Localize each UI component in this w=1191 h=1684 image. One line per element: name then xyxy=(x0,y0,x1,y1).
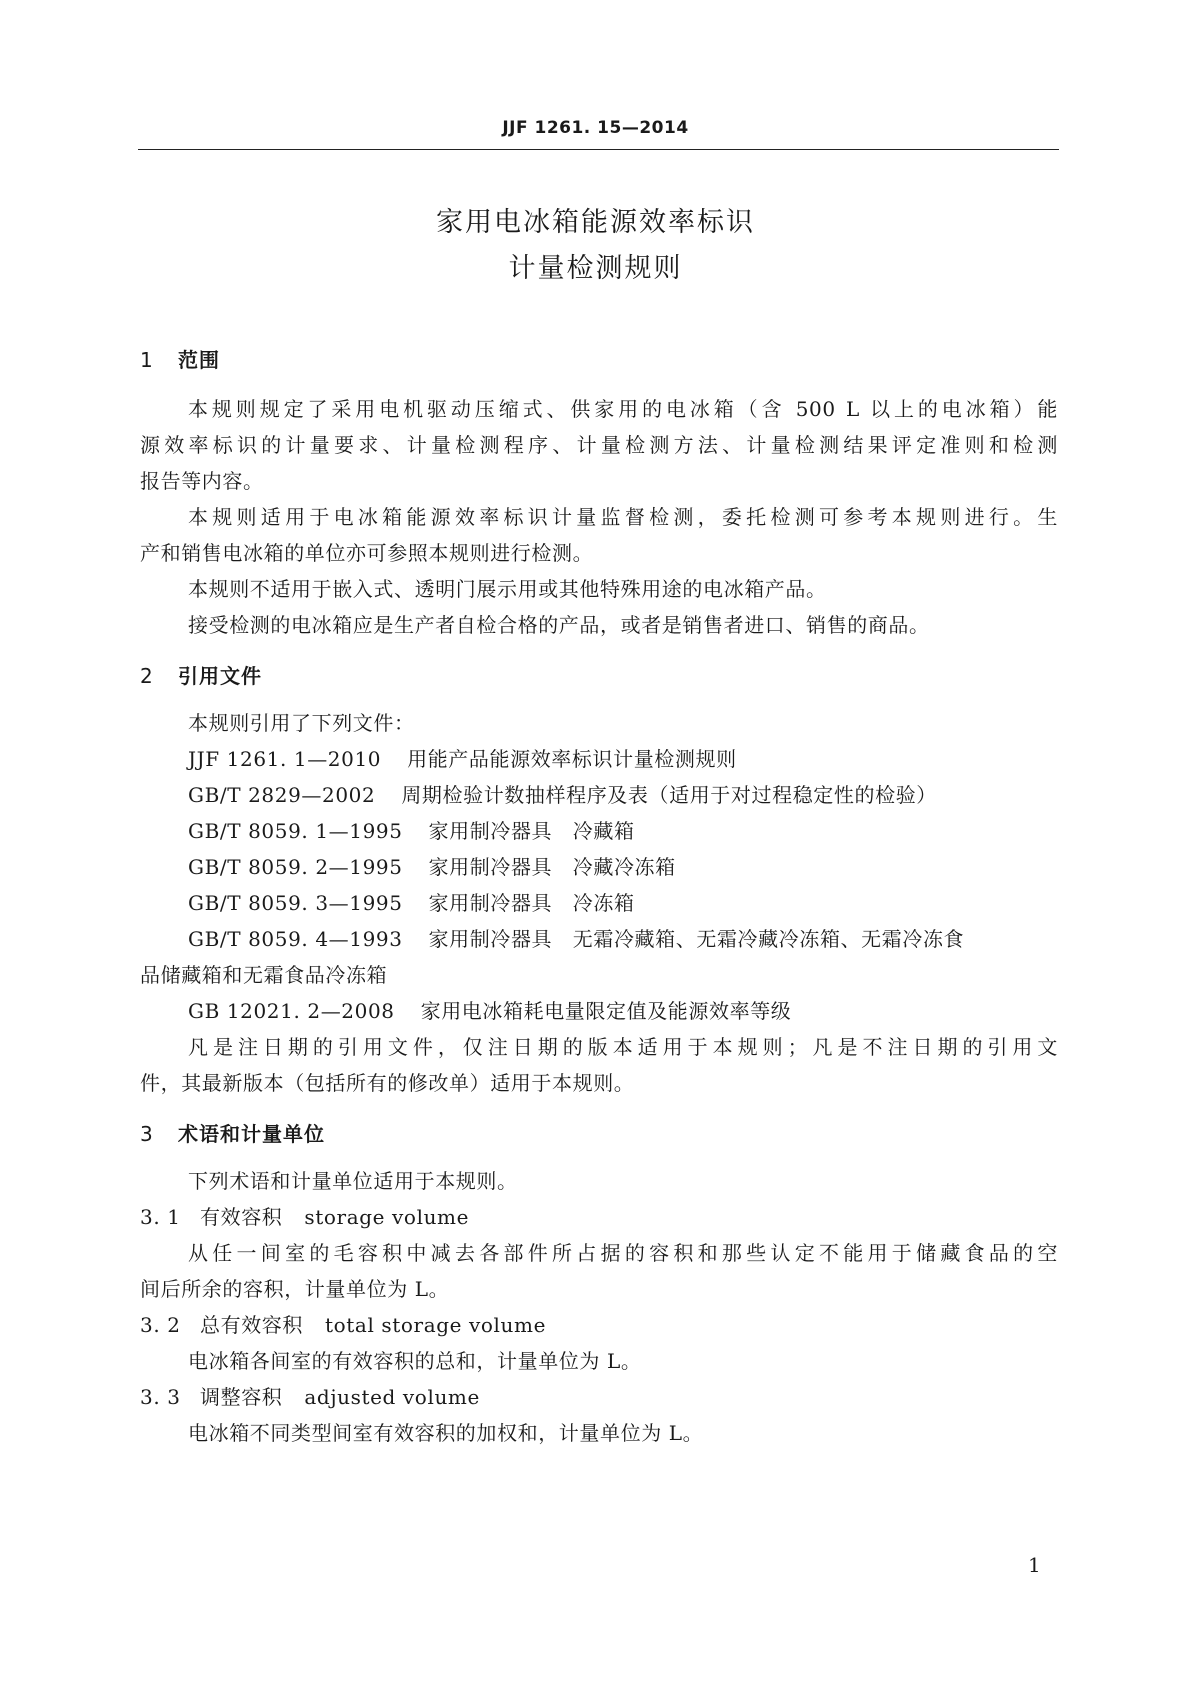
document-code: JJF 1261. 15—2014 xyxy=(502,118,689,138)
term-chinese: 调整容积 xyxy=(200,1385,283,1409)
section-heading xyxy=(140,660,262,689)
reference-name: 家用电冰箱耗电量限定值及能源效率等级 xyxy=(420,999,792,1023)
term-chinese: 有效容积 xyxy=(200,1205,283,1229)
term-number: 3. 2 xyxy=(140,1313,181,1337)
reference-code: GB/T 8059. 3—1995 xyxy=(188,891,403,915)
paragraph-line: 本规则规定了采用电机驱动压缩式、供家用的电冰箱（含 500 L 以上的电冰箱）能 xyxy=(188,397,1058,421)
reference-name: 用能产品能源效率标识计量检测规则 xyxy=(407,747,737,771)
paragraph-line: 报告等内容。 xyxy=(140,469,264,493)
header-divider xyxy=(138,149,1059,150)
reference-name: 家用制冷器具 冷藏箱 xyxy=(428,819,635,843)
term-english: storage volume xyxy=(304,1205,470,1229)
term-number: 3. 1 xyxy=(140,1205,181,1229)
term-definition: 间后所余的容积，计量单位为 L。 xyxy=(140,1277,450,1301)
term-chinese: 总有效容积 xyxy=(200,1313,303,1337)
reference-name: 家用制冷器具 无霜冷藏箱、无霜冷藏冷冻箱、无霜冷冻食 xyxy=(428,927,965,951)
reference-item xyxy=(188,924,1058,954)
term-english: adjusted volume xyxy=(304,1385,480,1409)
section-number: 3 xyxy=(140,1122,154,1146)
section-title: 术语和计量单位 xyxy=(178,1122,325,1146)
reference-code: GB/T 8059. 1—1995 xyxy=(188,819,403,843)
term-number: 3. 3 xyxy=(140,1385,181,1409)
reference-code: GB/T 8059. 4—1993 xyxy=(188,927,403,951)
term-definition: 电冰箱不同类型间室有效容积的加权和，计量单位为 L。 xyxy=(188,1421,704,1445)
reference-code: GB/T 8059. 2—1995 xyxy=(188,855,403,879)
term-heading xyxy=(140,1382,1058,1412)
reference-item xyxy=(188,888,1058,918)
reference-continuation: 品储藏箱和无霜食品冷冻箱 xyxy=(140,963,388,987)
reference-item xyxy=(188,996,1058,1026)
document-subtitle: 计量检测规则 xyxy=(508,253,683,284)
document-title: 家用电冰箱能源效率标识 xyxy=(436,207,755,238)
reference-item xyxy=(188,852,1058,882)
reference-code: GB 12021. 2—2008 xyxy=(188,999,395,1023)
paragraph-line: 接受检测的电冰箱应是生产者自检合格的产品，或者是销售者进口、销售的商品。 xyxy=(188,613,930,637)
section-title: 引用文件 xyxy=(178,664,262,688)
reference-code: JJF 1261. 1—2010 xyxy=(188,747,382,771)
section-number: 2 xyxy=(140,664,154,688)
term-english: total storage volume xyxy=(325,1313,547,1337)
reference-code: GB/T 2829—2002 xyxy=(188,783,376,807)
paragraph-line: 本规则引用了下列文件： xyxy=(188,711,415,735)
paragraph-line: 本规则不适用于嵌入式、透明门展示用或其他特殊用途的电冰箱产品。 xyxy=(188,577,827,601)
paragraph-line: 件，其最新版本（包括所有的修改单）适用于本规则。 xyxy=(140,1071,635,1095)
reference-item xyxy=(188,744,1058,774)
paragraph-line: 凡是注日期的引用文件，仅注日期的版本适用于本规则；凡是不注日期的引用文 xyxy=(188,1035,1058,1059)
term-heading xyxy=(140,1202,1058,1232)
reference-name: 周期检验计数抽样程序及表（适用于对过程稳定性的检验） xyxy=(401,783,937,807)
term-heading xyxy=(140,1310,1058,1340)
section-heading xyxy=(140,1118,325,1147)
page-number: 1 xyxy=(1028,1553,1041,1577)
reference-item xyxy=(188,816,1058,846)
paragraph-line: 产和销售电冰箱的单位亦可参照本规则进行检测。 xyxy=(140,541,594,565)
section-title: 范围 xyxy=(178,348,220,372)
term-definition: 从任一间室的毛容积中减去各部件所占据的容积和那些认定不能用于储藏食品的空 xyxy=(188,1241,1058,1265)
paragraph-line: 本规则适用于电冰箱能源效率标识计量监督检测，委托检测可参考本规则进行。生 xyxy=(188,505,1058,529)
reference-item xyxy=(188,780,1058,810)
section-heading xyxy=(140,344,220,373)
paragraph-line: 源效率标识的计量要求、计量检测程序、计量检测方法、计量检测结果评定准则和检测 xyxy=(140,433,1058,457)
reference-name: 家用制冷器具 冷藏冷冻箱 xyxy=(428,855,676,879)
section-number: 1 xyxy=(140,348,154,372)
reference-name: 家用制冷器具 冷冻箱 xyxy=(428,891,635,915)
paragraph-line: 下列术语和计量单位适用于本规则。 xyxy=(188,1169,518,1193)
term-definition: 电冰箱各间室的有效容积的总和，计量单位为 L。 xyxy=(188,1349,642,1373)
